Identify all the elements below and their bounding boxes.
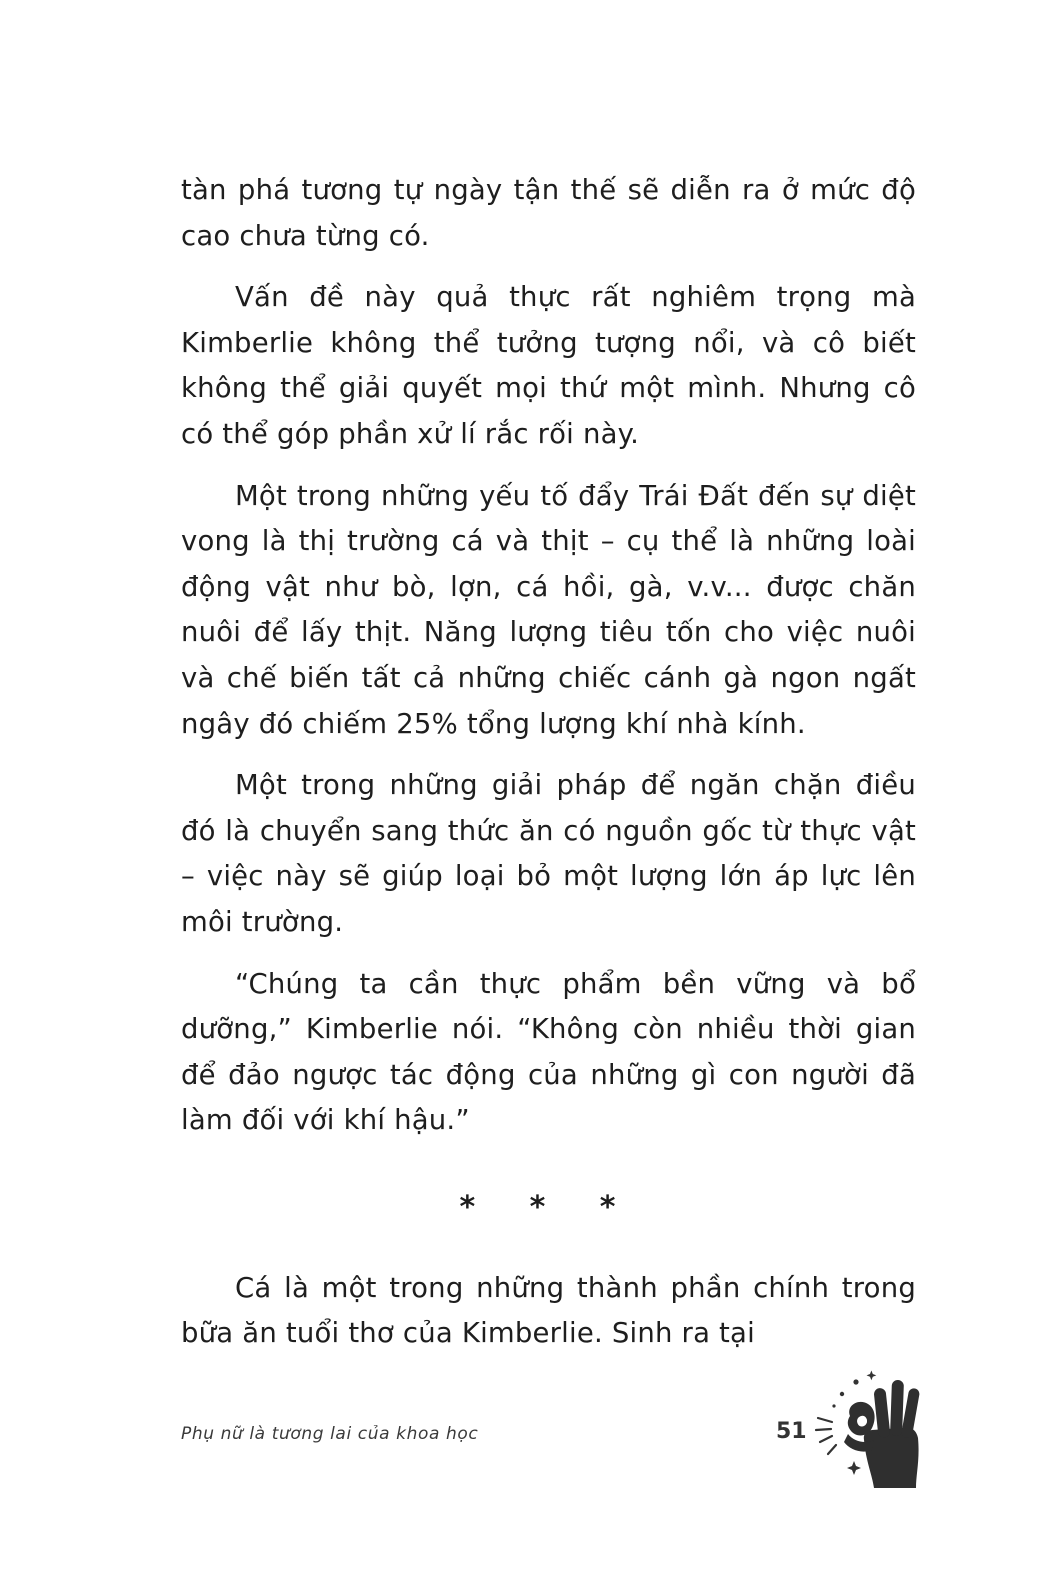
ok-hand-icon	[812, 1370, 924, 1488]
body-text	[181, 168, 916, 1373]
paragraph: Một trong những giải pháp để ngăn chặn điều đó là chuyển sang thức ăn có nguồn gốc từ thực vật – việc này sẽ giúp loại bỏ một lượng lớn áp lực lên môi trường.	[181, 769, 916, 938]
footer-book-title: Phụ nữ là tương lai của khoa học	[181, 1424, 479, 1444]
page-number: 51	[776, 1419, 807, 1444]
paragraph: “Chúng ta cần thực phẩm bền vững và bổ dưỡng,” Kimberlie nói. “Không còn nhiều thời gian để đảo ngược tác động của những gì con người đã làm đối với khí hậu.”	[181, 967, 916, 1137]
section-break: * * *	[459, 1189, 638, 1225]
paragraph: Cá là một trong những thành phần chính trong bữa ăn tuổi thơ của Kimberlie. Sinh ra tại	[181, 1271, 916, 1350]
paragraph: tàn phá tương tự ngày tận thế sẽ diễn ra ở mức độ cao chưa từng có.	[181, 174, 916, 252]
paragraph: Một trong những yếu tố đẩy Trái Đất đến sự diệt vong là thị trường cá và thịt – cụ thể là những loài động vật như bò, lợn, cá hồi, gà, v.v... được chăn nuôi để lấy thịt. Năng lượng tiêu tốn cho việc nuôi và chế biến tất cả những chiếc cánh gà ngon ngất ngây đó chiếm 25% tổng lượng khí nhà kính.	[181, 479, 916, 740]
paragraph: Vấn đề này quả thực rất nghiêm trọng mà Kimberlie không thể tưởng tượng nổi, và cô biết không thể giải quyết mọi thứ một mình. Nhưng cô có thể góp phần xử lí rắc rối này.	[181, 281, 916, 450]
